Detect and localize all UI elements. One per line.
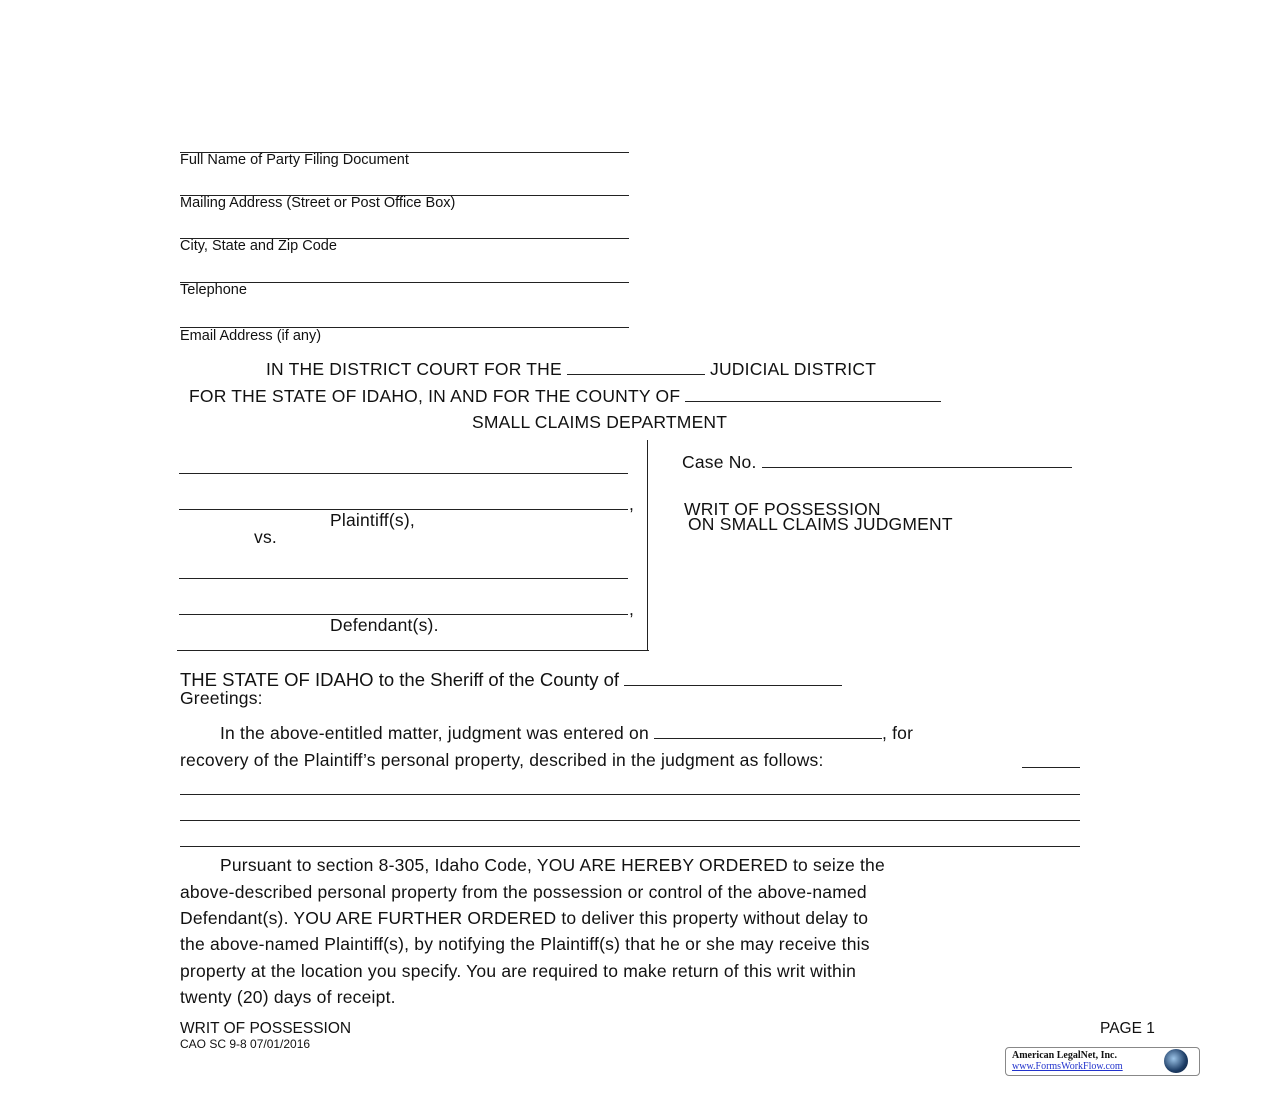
property-text: recovery of the Plaintiff’s personal property, described in the judgment as follows: (180, 750, 824, 770)
judicial-district-field[interactable] (567, 359, 705, 375)
footer-form-code: CAO SC 9-8 07/01/2016 (180, 1037, 311, 1051)
property-field-2[interactable] (180, 820, 1080, 821)
case-number-field[interactable] (762, 452, 1072, 468)
court-line-1-suffix: JUDICIAL DISTRICT (710, 359, 877, 379)
case-number-row (682, 452, 1072, 473)
plaintiff-label: Plaintiff(s), (330, 510, 415, 530)
court-line-1-text: IN THE DISTRICT COURT FOR THE (266, 359, 562, 379)
property-field-1[interactable] (180, 794, 1080, 795)
court-line-2-text: FOR THE STATE OF IDAHO, IN AND FOR THE COUNTY OF (189, 386, 681, 406)
property-field-3[interactable] (180, 846, 1080, 847)
comma: , (629, 494, 635, 514)
page-number: PAGE 1 (1100, 1020, 1155, 1037)
judgment-text: In the above-entitled matter, judgment was entered on (220, 723, 649, 743)
sheriff-line (180, 669, 842, 691)
caption-bottom-rule (177, 650, 649, 651)
logo-name: American LegalNet, Inc. (1012, 1050, 1117, 1061)
telephone-field[interactable] (180, 282, 629, 283)
document-title-line-2: ON SMALL CLAIMS JUDGMENT (688, 514, 953, 534)
document-title-line-1: WRIT OF POSSESSION (684, 499, 881, 519)
sheriff-county-field[interactable] (624, 670, 842, 686)
order-paragraph-line: above-described personal property from the possession or control of the above-named (180, 882, 867, 902)
caption-divider (647, 440, 648, 651)
judgment-date-field[interactable] (654, 723, 882, 739)
email-label: Email Address (if any) (180, 328, 322, 344)
property-field-0[interactable] (1022, 767, 1080, 768)
defendant-label: Defendant(s). (330, 615, 439, 635)
order-paragraph-line: property at the location you specify. You are required to make return of this writ within (180, 961, 857, 981)
mailing-address-label: Mailing Address (Street or Post Office Box) (180, 195, 456, 211)
case-no-label: Case No. (682, 452, 757, 472)
judgment-line (220, 723, 913, 744)
court-line-1 (266, 359, 876, 380)
footer-form-title: WRIT OF POSSESSION (180, 1020, 352, 1037)
court-line-2 (189, 386, 941, 407)
order-paragraph-line: the above-named Plaintiff(s), by notifying the Plaintiff(s) that he or she may receive this (180, 934, 870, 954)
order-paragraph-line: Defendant(s). YOU ARE FURTHER ORDERED to deliver this property without delay to (180, 908, 869, 928)
sheriff-text: THE STATE OF IDAHO to the Sheriff of the County of (180, 669, 620, 690)
judgment-text-suffix: , for (881, 723, 914, 743)
court-line-3: SMALL CLAIMS DEPARTMENT (472, 412, 728, 432)
order-paragraph-line: Pursuant to section 8-305, Idaho Code, YOU ARE HEREBY ORDERED to seize the (220, 855, 885, 875)
full-name-label: Full Name of Party Filing Document (180, 152, 409, 168)
greetings: Greetings: (180, 688, 263, 708)
comma: , (629, 599, 635, 619)
american-legalnet-logo[interactable] (1005, 1047, 1200, 1076)
county-field[interactable] (685, 386, 941, 402)
property-line (180, 750, 824, 771)
telephone-label: Telephone (180, 282, 247, 298)
city-state-zip-label: City, State and Zip Code (180, 238, 337, 254)
vs-label: vs. (254, 527, 277, 547)
order-paragraph-line: twenty (20) days of receipt. (180, 987, 396, 1007)
globe-icon (1164, 1049, 1188, 1073)
logo-url[interactable]: www.FormsWorkFlow.com (1012, 1061, 1123, 1072)
plaintiff-field-1[interactable] (179, 473, 628, 474)
defendant-field-1[interactable] (179, 578, 628, 579)
